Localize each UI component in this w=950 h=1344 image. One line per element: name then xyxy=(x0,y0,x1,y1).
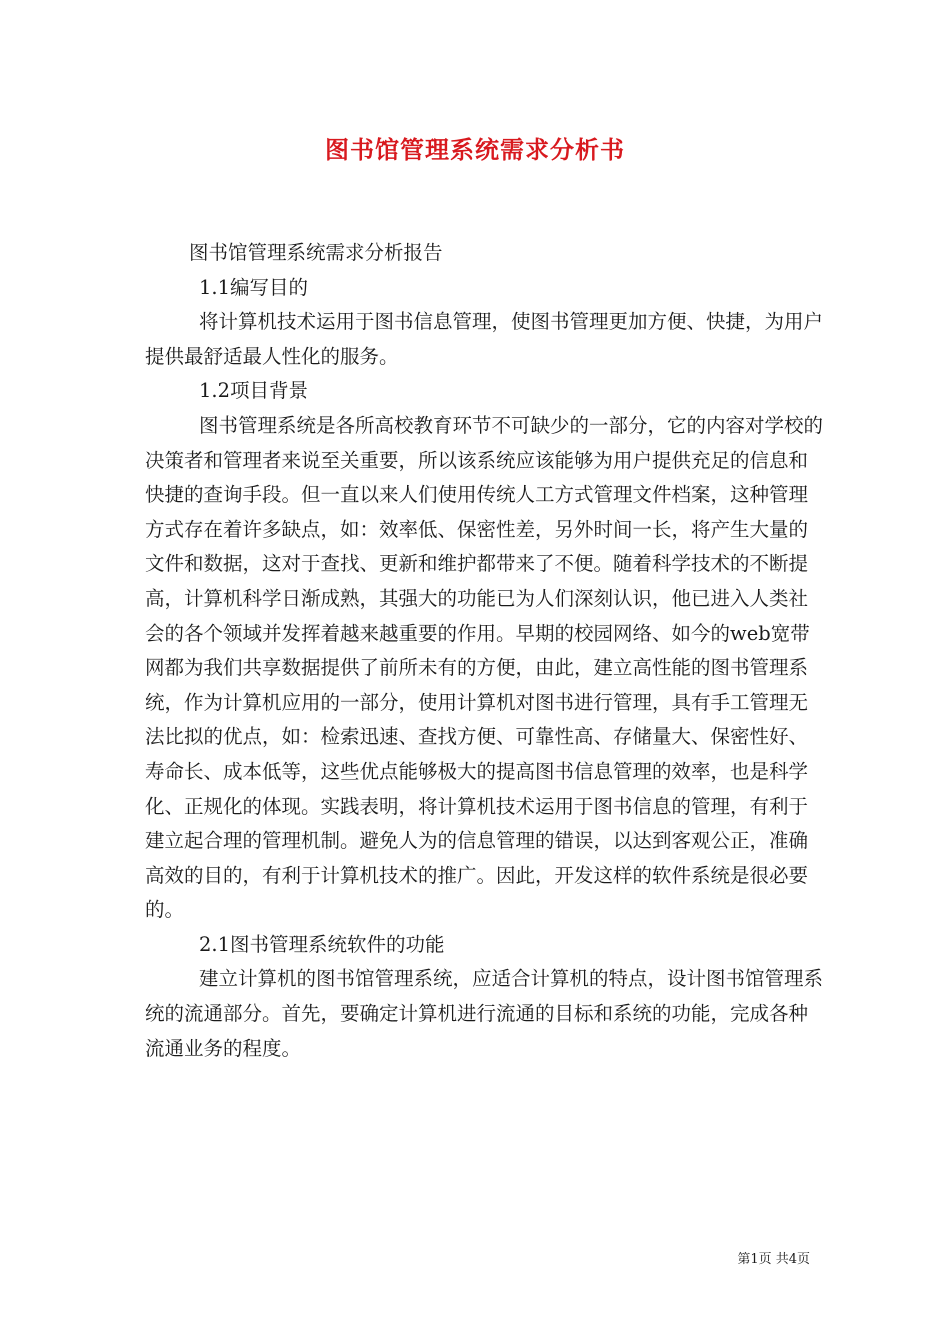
section-heading-1-2: 1.2项目背景 xyxy=(199,379,309,403)
document-title: 图书馆管理系统需求分析书 xyxy=(325,135,625,164)
document-body xyxy=(145,236,825,1066)
paragraph-purpose: 将计算机技术运用于图书信息管理，使图书管理更加方便、快捷，为用户提供最舒适最人性化的服务。 xyxy=(145,310,824,368)
paragraph-background: 图书管理系统是各所高校教育环节不可缺少的一部分，它的内容对学校的决策者和管理者来说至关重要，所以该系统应该能够为用户提供充足的信息和快捷的查询手段。但一直以来人们使用传统人工方式管理文件档案，这种管理方式存在着许多缺点，如：效率低、保密性差，另外时间一长，将产生大量的文件和数据，这对于查找、更新和维护都带来了不便。随着科学技术的不断提高，计算机科学日渐成熟，其强大的功能已为人们深刻认识，他已进入人类社会的各个领域并发挥着越来越重要的作用。早期的校园网络、如今的web宽带网都为我们共享数据提供了前所未有的方便，由此，建立高性能的图书管理系统，作为计算机应用的一部分，使用计算机对图书进行管理，具有手工管理无法比拟的优点，如：检索迅速、查找方便、可靠性高、存储量大、保密性好、寿命长、成本低等，这些优点能够极大的提高图书信息管理的效率，也是科学化、正规化的体现。实践表明，将计算机技术运用于图书信息的管理，有利于建立起合理的管理机制。避免人为的信息管理的错误，以达到客观公正，准确高效的目的，有利于计算机技术的推广。因此，开发这样的软件系统是很必要的。 xyxy=(145,413,824,922)
paragraph-functions: 建立计算机的图书馆管理系统，应适合计算机的特点，设计图书馆管理系统的流通部分。首先，要确定计算机进行流通的目标和系统的功能，完成各种流通业务的程度。 xyxy=(145,967,824,1060)
section-heading-2-1: 2.1图书管理系统软件的功能 xyxy=(199,932,445,956)
page-number-footer: 第1页 共4页 xyxy=(737,1252,810,1267)
section-heading-1-1: 1.1编写目的 xyxy=(199,275,309,299)
report-heading: 图书馆管理系统需求分析报告 xyxy=(189,241,443,264)
